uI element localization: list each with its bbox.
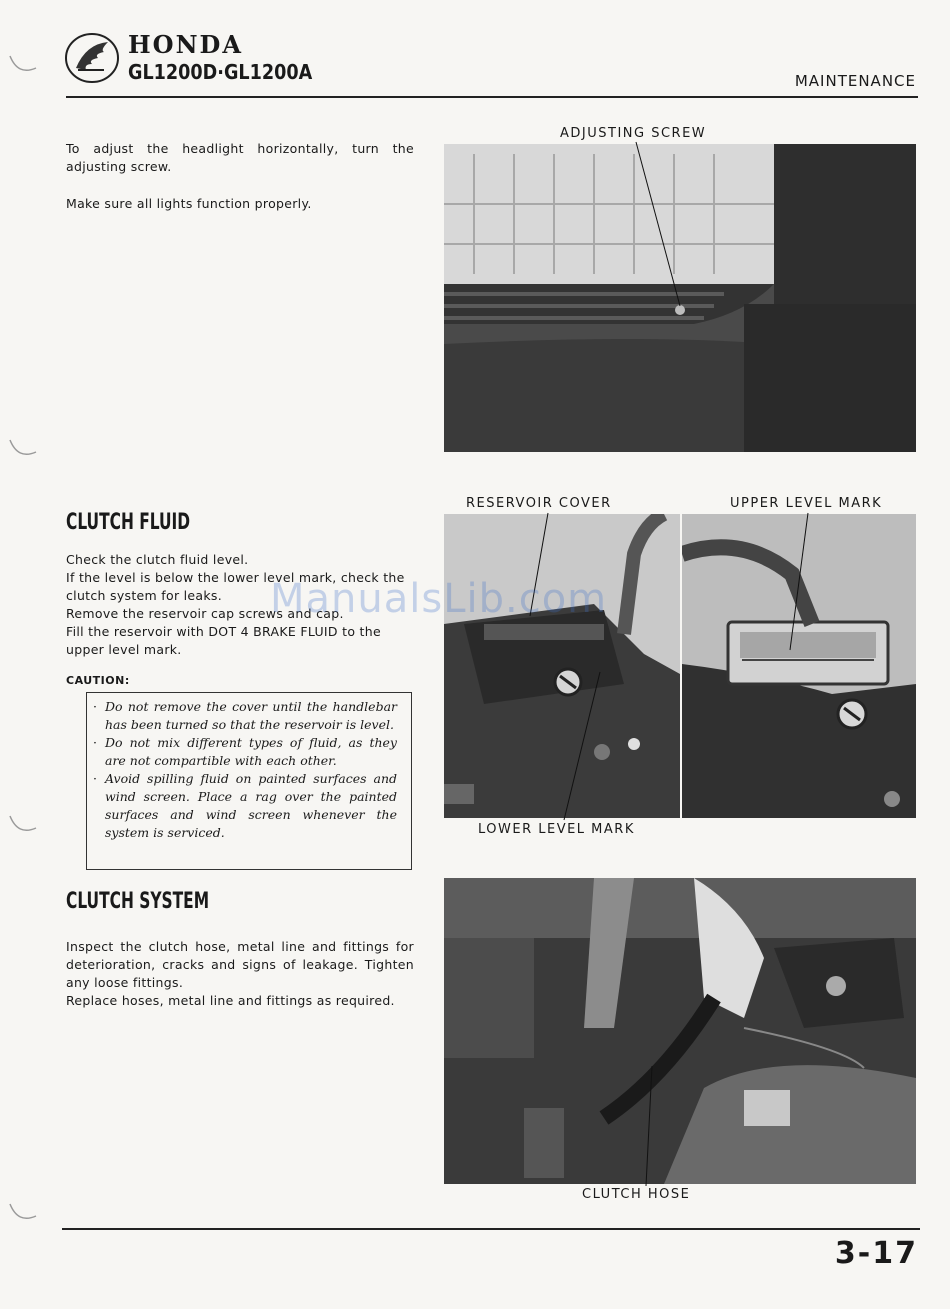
lights-check-text: Make sure all lights function properly. [66,196,312,211]
label-upper-level-mark: UPPER LEVEL MARK [730,496,883,511]
system-line: Replace hoses, metal line and fittings as required. [66,993,395,1008]
label-reservoir-cover: RESERVOIR COVER [466,496,612,511]
clutch-system-text [66,938,414,1010]
label-adjusting-screw: ADJUSTING SCREW [560,126,707,141]
section-title: MAINTENANCE [794,72,916,90]
caution-item: · Avoid spilling fluid on painted surfaces and wind screen. Place a rag over the painted surfaces and wind screen whenever the system is serviced. [93,770,397,842]
watermark: ManualsLib.com [270,576,608,622]
clutch-fluid-heading: CLUTCH FLUID [66,510,191,535]
caution-box [86,692,412,870]
caution-label: CAUTION: [66,674,130,687]
fluid-line: If the level is below the lower level mark, check the clutch system for leaks. [66,570,405,603]
honda-wing-icon [64,30,120,86]
headlight-photo [444,144,916,452]
label-clutch-hose: CLUTCH HOSE [582,1187,691,1202]
caution-item: · Do not mix different types of fluid, as they are not compartible with each other. [93,734,397,770]
binder-mark [4,808,38,838]
model-name: GL1200D·GL1200A [128,60,313,84]
headlight-adjust-text: To adjust the headlight horizontally, turn the adjusting screw. [66,141,414,174]
binder-mark [4,432,38,462]
binder-mark [4,48,38,78]
label-lower-level-mark: LOWER LEVEL MARK [478,822,635,837]
system-line: Inspect the clutch hose, metal line and fittings for deterioration, cracks and signs of leakage. Tighten any loose fittings. [66,939,414,990]
header-rule [66,96,918,98]
reservoir-photo-left [444,514,680,818]
binder-mark [4,1196,38,1226]
caution-item: · Do not remove the cover until the handlebar has been turned so that the reservoir is level. [93,698,397,734]
reservoir-photo-right [682,514,916,818]
brand-name: HONDA [128,30,243,59]
fluid-line: Fill the reservoir with DOT 4 BRAKE FLUID to the upper level mark. [66,624,381,657]
clutch-system-heading: CLUTCH SYSTEM [66,889,210,914]
footer-rule [62,1228,920,1230]
page-number: 3-17 [834,1236,918,1271]
clutch-hose-photo [444,878,916,1184]
fluid-line: Check the clutch fluid level. [66,552,249,567]
fluid-line: Remove the reservoir cap screws and cap. [66,606,344,621]
